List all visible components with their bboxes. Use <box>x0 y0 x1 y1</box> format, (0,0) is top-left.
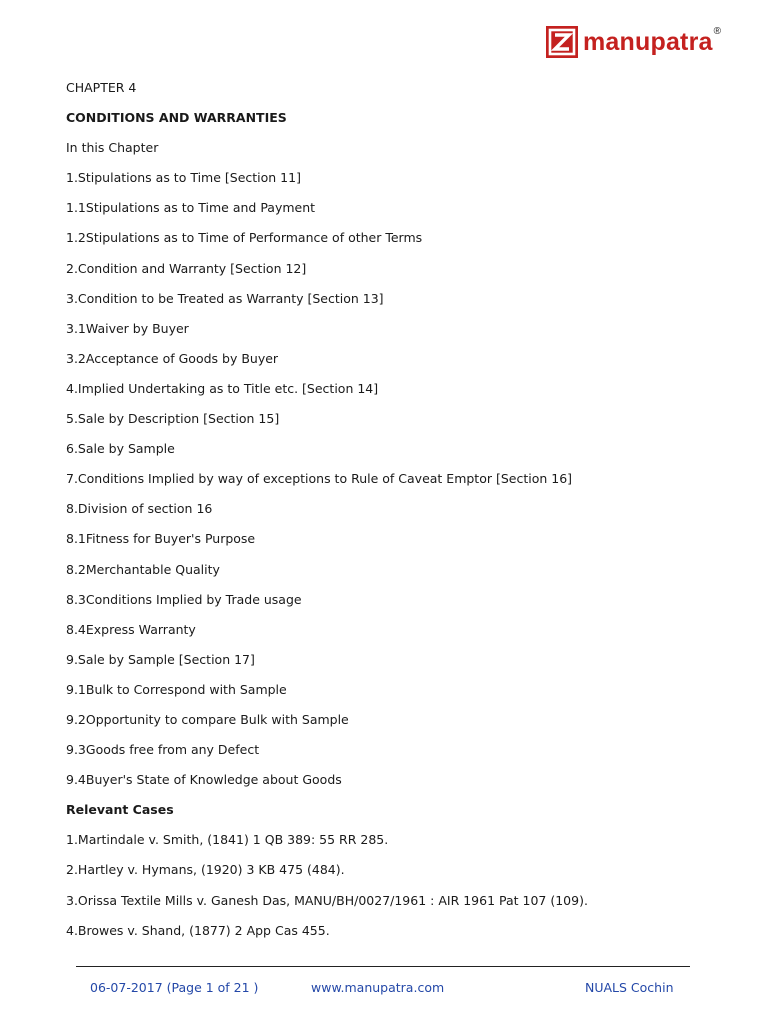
list-item: 8.Division of section 16 <box>66 501 213 517</box>
list-item: 9.1Bulk to Correspond with Sample <box>66 681 287 697</box>
list-item: 1.1Stipulations as to Time and Payment <box>66 200 316 216</box>
list-item: 9.3Goods free from any Defect <box>66 742 260 758</box>
page-footer <box>0 980 768 998</box>
list-item: 8.2Merchantable Quality <box>66 561 220 577</box>
list-item: 1.2Stipulations as to Time of Performance of other Terms <box>66 230 423 246</box>
footer-organization: NUALS Cochin <box>585 980 674 995</box>
chapter-title: CONDITIONS AND WARRANTIES <box>66 110 287 126</box>
list-item: 2.Condition and Warranty [Section 12] <box>66 260 307 276</box>
list-item: 3.Condition to be Treated as Warranty [Section 13] <box>66 290 384 306</box>
list-item: 1.Stipulations as to Time [Section 11] <box>66 170 301 186</box>
list-item: 7.Conditions Implied by way of exceptions to Rule of Caveat Emptor [Section 16] <box>66 471 573 487</box>
manupatra-logo-mark-icon <box>546 26 578 58</box>
list-item: 4.Implied Undertaking as to Title etc. [Section 14] <box>66 380 379 396</box>
document-body <box>66 78 728 951</box>
list-item: 3.1Waiver by Buyer <box>66 320 189 336</box>
list-item: 8.4Express Warranty <box>66 621 196 637</box>
manupatra-logo <box>546 24 721 60</box>
chapter-number: CHAPTER 4 <box>66 80 137 95</box>
section-heading: Relevant Cases <box>66 802 174 818</box>
list-item: 9.4Buyer's State of Knowledge about Goods <box>66 772 342 788</box>
footer-divider <box>76 966 690 967</box>
list-item: 4.Browes v. Shand, (1877) 2 App Cas 455. <box>66 922 330 938</box>
footer-website-link[interactable]: www.manupatra.com <box>311 980 445 995</box>
list-item: 1.Martindale v. Smith, (1841) 1 QB 389: 55 RR 285. <box>66 832 389 848</box>
footer-date-page: 06-07-2017 (Page 1 of 21 ) <box>90 980 259 995</box>
list-item: 2.Hartley v. Hymans, (1920) 3 KB 475 (484). <box>66 862 345 878</box>
list-item: 8.3Conditions Implied by Trade usage <box>66 591 302 607</box>
logo-text: manupatra <box>583 27 713 56</box>
list-item: 5.Sale by Description [Section 15] <box>66 411 280 427</box>
list-item: 6.Sale by Sample <box>66 441 175 457</box>
registered-mark: ® <box>713 26 721 37</box>
list-item: 3.Orissa Textile Mills v. Ganesh Das, MANU/BH/0027/1961 : AIR 1961 Pat 107 (109). <box>66 892 588 908</box>
list-item: In this Chapter <box>66 140 159 156</box>
list-item: 9.Sale by Sample [Section 17] <box>66 651 255 667</box>
list-item: 8.1Fitness for Buyer's Purpose <box>66 531 256 547</box>
list-item: 9.2Opportunity to compare Bulk with Sample <box>66 711 349 727</box>
list-item: 3.2Acceptance of Goods by Buyer <box>66 350 279 366</box>
